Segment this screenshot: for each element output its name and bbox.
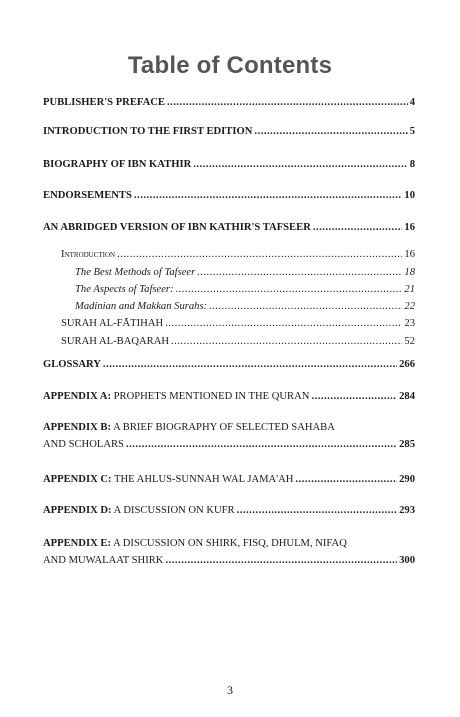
leader-dots bbox=[165, 316, 402, 332]
toc-page-number: 285 bbox=[399, 439, 415, 450]
toc-entry-al-fatihah[interactable] bbox=[0, 316, 460, 332]
leader-dots bbox=[134, 188, 403, 204]
toc-entry-label: PUBLISHER'S PREFACE bbox=[43, 97, 165, 108]
toc-entry-label-cont: AND SCHOLARS bbox=[43, 439, 124, 450]
toc-entry-endorsements[interactable] bbox=[0, 188, 460, 204]
toc-entry-introduction-first-edition[interactable] bbox=[0, 124, 460, 140]
toc-entry-label: THE AHLUS-SUNNAH WAL JAMA'AH bbox=[114, 474, 294, 485]
leader-dots bbox=[176, 282, 403, 298]
leader-dots bbox=[126, 437, 397, 453]
appendix-prefix: APPENDIX E: bbox=[43, 538, 111, 549]
toc-entry-label: BIOGRAPHY OF IBN KATHIR bbox=[43, 159, 192, 170]
toc-page-number: 16 bbox=[404, 222, 415, 233]
toc-entry-appendix-d[interactable] bbox=[0, 503, 460, 519]
toc-page-number: 52 bbox=[404, 336, 415, 347]
toc-page-number: 22 bbox=[404, 301, 415, 312]
toc-page-number: 284 bbox=[399, 391, 415, 402]
leader-dots bbox=[237, 503, 397, 519]
toc-entry-label: PROPHETS MENTIONED IN THE QURAN bbox=[113, 391, 310, 402]
toc-entry-appendix-a[interactable] bbox=[0, 389, 460, 405]
page-number-footer: 3 bbox=[227, 683, 233, 697]
leader-dots bbox=[313, 220, 403, 236]
leader-dots bbox=[311, 389, 397, 405]
toc-entry-label: SURAH AL-BAQARAH bbox=[61, 336, 170, 347]
toc-entry-best-methods[interactable] bbox=[0, 265, 460, 281]
toc-entry-label: A DISCUSSION ON KUFR bbox=[113, 505, 235, 516]
appendix-prefix: APPENDIX D: bbox=[43, 505, 112, 516]
toc-page-number: 4 bbox=[409, 97, 415, 108]
toc-entry-label: ENDORSEMENTS bbox=[43, 190, 132, 201]
toc-entry-label: INTRODUCTION TO THE FIRST EDITION bbox=[43, 126, 253, 137]
toc-page-number: 18 bbox=[404, 267, 415, 278]
leader-dots bbox=[193, 157, 407, 173]
toc-page-number: 266 bbox=[399, 359, 415, 370]
toc-entry-label: The Aspects of Tafseer: bbox=[75, 284, 174, 295]
toc-entry-label: AN ABRIDGED VERSION OF IBN KATHIR'S TAFSEER bbox=[43, 222, 311, 233]
leader-dots bbox=[254, 124, 407, 140]
toc-page-number: 290 bbox=[399, 474, 415, 485]
toc-entry-appendix-e[interactable] bbox=[0, 536, 460, 552]
toc-page-number: 8 bbox=[409, 159, 415, 170]
toc-entry-aspects[interactable] bbox=[0, 282, 460, 298]
toc-page-number: 21 bbox=[404, 284, 415, 295]
appendix-prefix: APPENDIX A: bbox=[43, 391, 111, 402]
leader-dots bbox=[295, 472, 397, 488]
toc-entry-biography[interactable] bbox=[0, 157, 460, 173]
leader-dots bbox=[103, 357, 397, 373]
toc-entry-publishers-preface[interactable] bbox=[0, 95, 460, 111]
toc-entry-appendix-b[interactable] bbox=[0, 420, 460, 436]
toc-entry-label: Madinian and Makkan Surahs: bbox=[75, 301, 208, 312]
toc-entry-label: SURAH AL-FĀTIHAH bbox=[61, 318, 164, 329]
toc-entry-madinian-makkan[interactable] bbox=[0, 299, 460, 315]
toc-entry-glossary[interactable] bbox=[0, 357, 460, 373]
toc-entry-introduction[interactable] bbox=[0, 247, 460, 263]
toc-entry-label: Introduction bbox=[61, 249, 116, 260]
toc-entry-label: A DISCUSSION ON SHIRK, FISQ, DHULM, NIFAQ bbox=[113, 538, 347, 549]
toc-entry-label: GLOSSARY bbox=[43, 359, 101, 370]
leader-dots bbox=[197, 265, 402, 281]
toc-entry-al-baqarah[interactable] bbox=[0, 334, 460, 350]
toc-entry-label: The Best Methods of Tafseer bbox=[75, 267, 196, 278]
toc-entry-appendix-b-cont[interactable] bbox=[0, 437, 460, 453]
toc-page-number: 300 bbox=[399, 555, 415, 566]
toc-entry-label: A BRIEF BIOGRAPHY OF SELECTED SAHABA bbox=[113, 422, 335, 433]
toc-entry-appendix-e-cont[interactable] bbox=[0, 553, 460, 569]
appendix-prefix: APPENDIX C: bbox=[43, 474, 112, 485]
toc-page-number: 5 bbox=[409, 126, 415, 137]
leader-dots bbox=[209, 299, 402, 315]
leader-dots bbox=[117, 247, 402, 263]
toc-page-number: 293 bbox=[399, 505, 415, 516]
leader-dots bbox=[171, 334, 402, 350]
leader-dots bbox=[167, 95, 408, 111]
leader-dots bbox=[165, 553, 397, 569]
toc-entry-appendix-c[interactable] bbox=[0, 472, 460, 488]
toc-page-number: 16 bbox=[404, 249, 415, 260]
page-title: Table of Contents bbox=[127, 52, 333, 79]
toc-entry-label-cont: AND MUWALAAT SHIRK bbox=[43, 555, 164, 566]
appendix-prefix: APPENDIX B: bbox=[43, 422, 111, 433]
toc-page-number: 10 bbox=[404, 190, 415, 201]
toc-page-number: 23 bbox=[404, 318, 415, 329]
toc-entry-abridged-tafseer[interactable] bbox=[0, 220, 460, 236]
